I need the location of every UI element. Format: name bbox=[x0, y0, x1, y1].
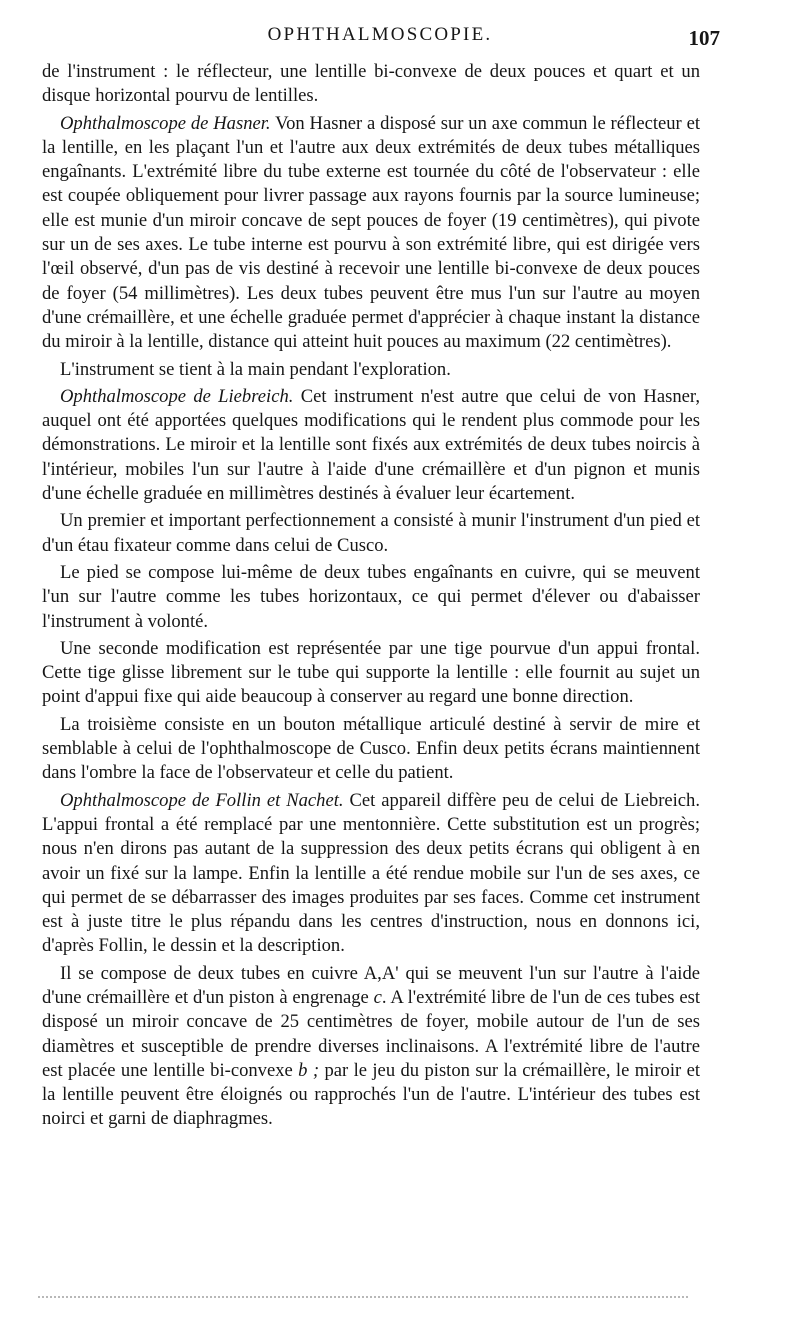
footer-bleed-through bbox=[38, 1296, 688, 1298]
figure-reference-b: b ; bbox=[298, 1059, 320, 1081]
paragraph-text: La troisième consiste en un bouton métallique articulé destiné à servir de mire et semblable à celui de l'ophthalmoscope de Cusco. Enfin deux petits écrans maintiennent dans l'ombre la face de l'observateur et celle du patient. bbox=[42, 713, 700, 784]
paragraph-text: Von Hasner a disposé sur un axe commun le réflecteur et la lentille, en les plaçant l'un et l'autre aux deux extrémités de deux tubes métalliques engaînants. L'extrémité libre du tube externe est tournée du côté de l'observateur : elle est coupée obliquement pour livrer passage aux rayons fournis par la source lumineuse; elle est munie d'un miroir concave de sept pouces de foyer (19 centimètres), qui pivote sur un de ses axes. Le tube interne est pourvu à son extrémité libre, qui est dirigée vers l'œil observé, d'un pas de vis destiné à recevoir une lentille bi-convexe de deux pouces de foyer (54 millimètres). Les deux tubes peuvent être mus l'un sur l'autre au moyen d'une crémaillère, et une échelle graduée permet d'apprécier à chaque instant la distance du miroir à la lentille, distance qui atteint huit pouces au maximum (22 centimètres). bbox=[42, 112, 701, 353]
paragraph-text: Le pied se compose lui-même de deux tubes engaînants en cuivre, qui se meuvent l'un sur l'autre comme les tubes horizontaux, ce qui permet d'élever ou d'abaisser l'instrument à volonté. bbox=[42, 561, 700, 632]
paragraph-first-improvement bbox=[42, 509, 700, 558]
running-title: OPHTHALMOSCOPIE. bbox=[267, 24, 493, 45]
paragraph-follin-nachet bbox=[42, 789, 700, 959]
section-title-hasner: Ophthalmoscope de Hasner. bbox=[60, 112, 271, 134]
paragraph-description bbox=[42, 962, 700, 1132]
page-number: 107 bbox=[688, 26, 720, 50]
paragraph-continuation bbox=[42, 60, 700, 109]
figure-reference-c: c bbox=[373, 986, 382, 1008]
paragraph-second-modification bbox=[42, 637, 700, 710]
paragraph-exploration bbox=[42, 358, 700, 382]
paragraph-text: Un premier et important perfectionnement a consisté à munir l'instrument d'un pied et d'un étau fixateur comme dans celui de Cusco. bbox=[42, 510, 700, 556]
paragraph-text: Une seconde modification est représentée par une tige pourvue d'un appui frontal. Cette tige glisse librement sur le tube qui supporte la lentille : elle fournit au sujet un point d'appui fixe qui aide beaucoup à conserver au regard une bonne direction. bbox=[42, 637, 700, 708]
body-text bbox=[42, 60, 700, 1135]
paragraph-hasner bbox=[42, 112, 700, 355]
section-title-follin-nachet: Ophthalmoscope de Follin et Nachet. bbox=[60, 789, 344, 811]
paragraph-text-part3: par le jeu du piston sur la crémaillère, le miroir et la lentille peuvent être éloignés ou rapprochés l'un de l'autre. L'intérieur des tubes est noirci et garni de diaphragmes. bbox=[42, 1059, 701, 1130]
paragraph-text-part1: Il se compose de deux tubes en cuivre A,A' qui se meuvent l'un sur l'autre à l'aide d'une crémaillère et d'un piston à engrenage bbox=[42, 962, 700, 1008]
paragraph-text: de l'instrument : le réflecteur, une lentille bi-convexe de deux pouces et quart et un disque horizontal pourvu de lentilles. bbox=[42, 61, 700, 107]
paragraph-stand bbox=[42, 561, 700, 634]
paragraph-third-modification bbox=[42, 713, 700, 786]
page-header bbox=[40, 24, 720, 58]
paragraph-text: L'instrument se tient à la main pendant l'exploration. bbox=[60, 358, 451, 380]
paragraph-text-part2: . A l'extrémité libre de l'un de ces tubes est disposé un miroir concave de 25 centimètres de foyer, mobile autour de l'un de ses diamètres et susceptible de prendre diverses inclinaisons. A l'extrémité libre de l'autre est placée une lentille bi-convexe bbox=[42, 986, 700, 1081]
paragraph-liebreich bbox=[42, 385, 700, 506]
section-title-liebreich: Ophthalmoscope de Liebreich. bbox=[60, 385, 294, 407]
paragraph-text: Cet instrument n'est autre que celui de von Hasner, auquel ont été apportées quelques modifications qui le rendent plus commode pour les démonstrations. Le miroir et la lentille sont fixés aux extrémités de deux tubes noircis à l'intérieur, mobiles l'un sur l'autre à l'aide d'une crémaillère et d'un pignon et munis d'une échelle graduée en millimètres destinés à évaluer leur écartement. bbox=[42, 385, 700, 505]
paragraph-text: Cet appareil diffère peu de celui de Liebreich. L'appui frontal a été remplacé par une mentonnière. Cette substitution est un progrès; nous n'en dirons pas autant de la suppression des deux petits écrans qui obligent à en avoir un fixé sur la lampe. Enfin la lentille a été rendue mobile sur l'un de ses axes, ce qui permet de se débarrasser des images produites par ses faces. Comme cet instrument est à juste titre le plus répandu dans les centres d'instruction, nous en donnons ici, d'après Follin, le dessin et la description. bbox=[42, 789, 700, 957]
